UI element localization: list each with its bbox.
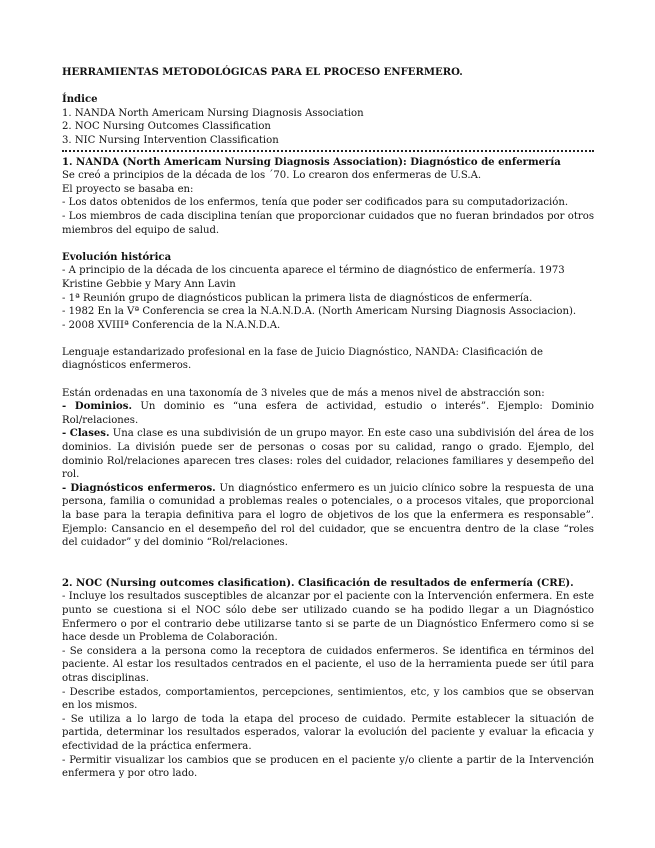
evolution-item: - 1ª Reunión grupo de diagnósticos publican la primera lista de diagnósticos de enfermería. <box>62 292 533 304</box>
index-item-nanda: 1. NANDA North Americam Nursing Diagnosis Association <box>62 107 364 119</box>
nanda-intro-2: El proyecto se basaba en: <box>62 183 194 195</box>
nanda-bullet-1: - Los datos obtenidos de los enfermos, tenía que poder ser codificados para su computadorización. <box>62 197 569 209</box>
diagnosticos-term: - Diagnósticos enfermeros. <box>62 482 216 494</box>
spacer <box>62 237 594 251</box>
index-item-nic: 3. NIC Nursing Intervention Classification <box>62 134 279 146</box>
language-paragraph: Lenguaje estandarizado profesional en la fase de Juicio Diagnóstico, NANDA: Clasificación de diagnósticos enfermeros. <box>62 346 543 372</box>
dominios-item <box>62 400 594 427</box>
index-heading: Índice <box>62 94 98 106</box>
nanda-bullet-2: - Los miembros de cada disciplina tenían que proporcionar cuidados que no fueran brindados por otros miembros del equipo de salud. <box>62 210 594 236</box>
index-item-noc: 2. NOC Nursing Outcomes Classification <box>62 121 271 133</box>
noc-item: - Incluye los resultados susceptibles de alcanzar por el paciente con la Intervención enfermera. En este punto se cuestiona si el NOC sólo debe ser utilizado cuando se ha podido llegar a un Diagnóstico Enfermero o por el contrario debe utilizarse tanto si se parte de un Diagnóstico Enfermero como si se hace desde un Problema de Colaboración. <box>62 591 594 644</box>
document-page <box>62 66 594 781</box>
dotted-divider <box>62 150 594 152</box>
dominios-text: Un dominio es “una esfera de actividad, estudio o interés”. Ejemplo: Dominio Rol/relaciones. <box>62 401 594 426</box>
noc-item: - Permitir visualizar los cambios que se producen en el paciente y/o cliente a partir de la Intervención enfermera y por otro lado. <box>62 754 594 780</box>
noc-heading: 2. NOC (Nursing outcomes clasification). Clasificación de resultados de enfermería (CRE). <box>62 577 574 589</box>
diagnosticos-text: Un diagnóstico enfermero es un juicio clínico sobre la respuesta de una persona, familia o comunidad a problemas reales o potenciales, o a procesos vitales, que proporcional la base para la terapia definitiva para el logro de objetivos de los que la enfermera es responsable”. Ejemplo: Cansancio en el desempeño del rol del cuidador, que se encuentra dentro de la clase “roles del cuidador” y del dominio “Rol/relaciones. <box>62 482 594 549</box>
spacer <box>62 373 594 387</box>
spacer <box>62 80 594 94</box>
nanda-intro-1: Se creó a principios de la década de los ´70. Lo crearon dos enfermeras de U.S.A. <box>62 170 482 182</box>
evolution-item: - A principio de la década de los cincuenta aparece el término de diagnóstico de enfermería. 1973 Kristine Gebbie y Mary Ann Lavin <box>62 265 565 290</box>
noc-item: - Se utiliza a lo largo de toda la etapa del proceso de cuidado. Permite establecer la situación de partida, determinar los resultados esperados, valorar la evolución del paciente y evaluar la eficacia y efectividad de la práctica enfermera. <box>62 713 594 752</box>
diagnosticos-item <box>62 482 594 550</box>
clases-text: Una clase es una subdivisión de un grupo mayor. En este caso una subdivisión del área de los dominios. La división puede ser de personas o cosas por su calidad, rango o grado. Ejemplo, del dominio Rol/relaciones aparecen tres clases: roles del cuidador, relaciones familiares y desempeño del rol. <box>62 428 594 481</box>
dominios-term: - Dominios. <box>62 401 132 413</box>
spacer <box>62 332 594 346</box>
evolution-item: - 1982 En la Vª Conferencia se crea la N.A.N.D.A. (North Americam Nursing Diagnosis Associacion). <box>62 306 577 318</box>
clases-item <box>62 427 594 481</box>
document-title: HERRAMIENTAS METODOLÓGICAS PARA EL PROCESO ENFERMERO. <box>62 67 463 78</box>
evolution-heading: Evolución histórica <box>62 251 172 263</box>
noc-item: - Se considera a la persona como la receptora de cuidados enfermeros. Se identifica en términos del paciente. Al estar los resultados centrados en el paciente, el uso de la herramienta puede ser útil para otras disciplinas. <box>62 645 594 684</box>
evolution-item: - 2008 XVIIIª Conferencia de la N.A.N.D.A. <box>62 319 281 331</box>
nanda-heading: 1. NANDA (North Americam Nursing Diagnosis Association): Diagnóstico de enfermería <box>62 156 561 168</box>
taxonomy-intro: Están ordenadas en una taxonomía de 3 niveles que de más a menos nivel de abstracción son: <box>62 387 545 399</box>
clases-term: - Clases. <box>62 428 110 440</box>
noc-item: - Describe estados, comportamientos, percepciones, sentimientos, etc, y los cambios que se observan en los mismos. <box>62 686 594 712</box>
spacer <box>62 550 594 577</box>
